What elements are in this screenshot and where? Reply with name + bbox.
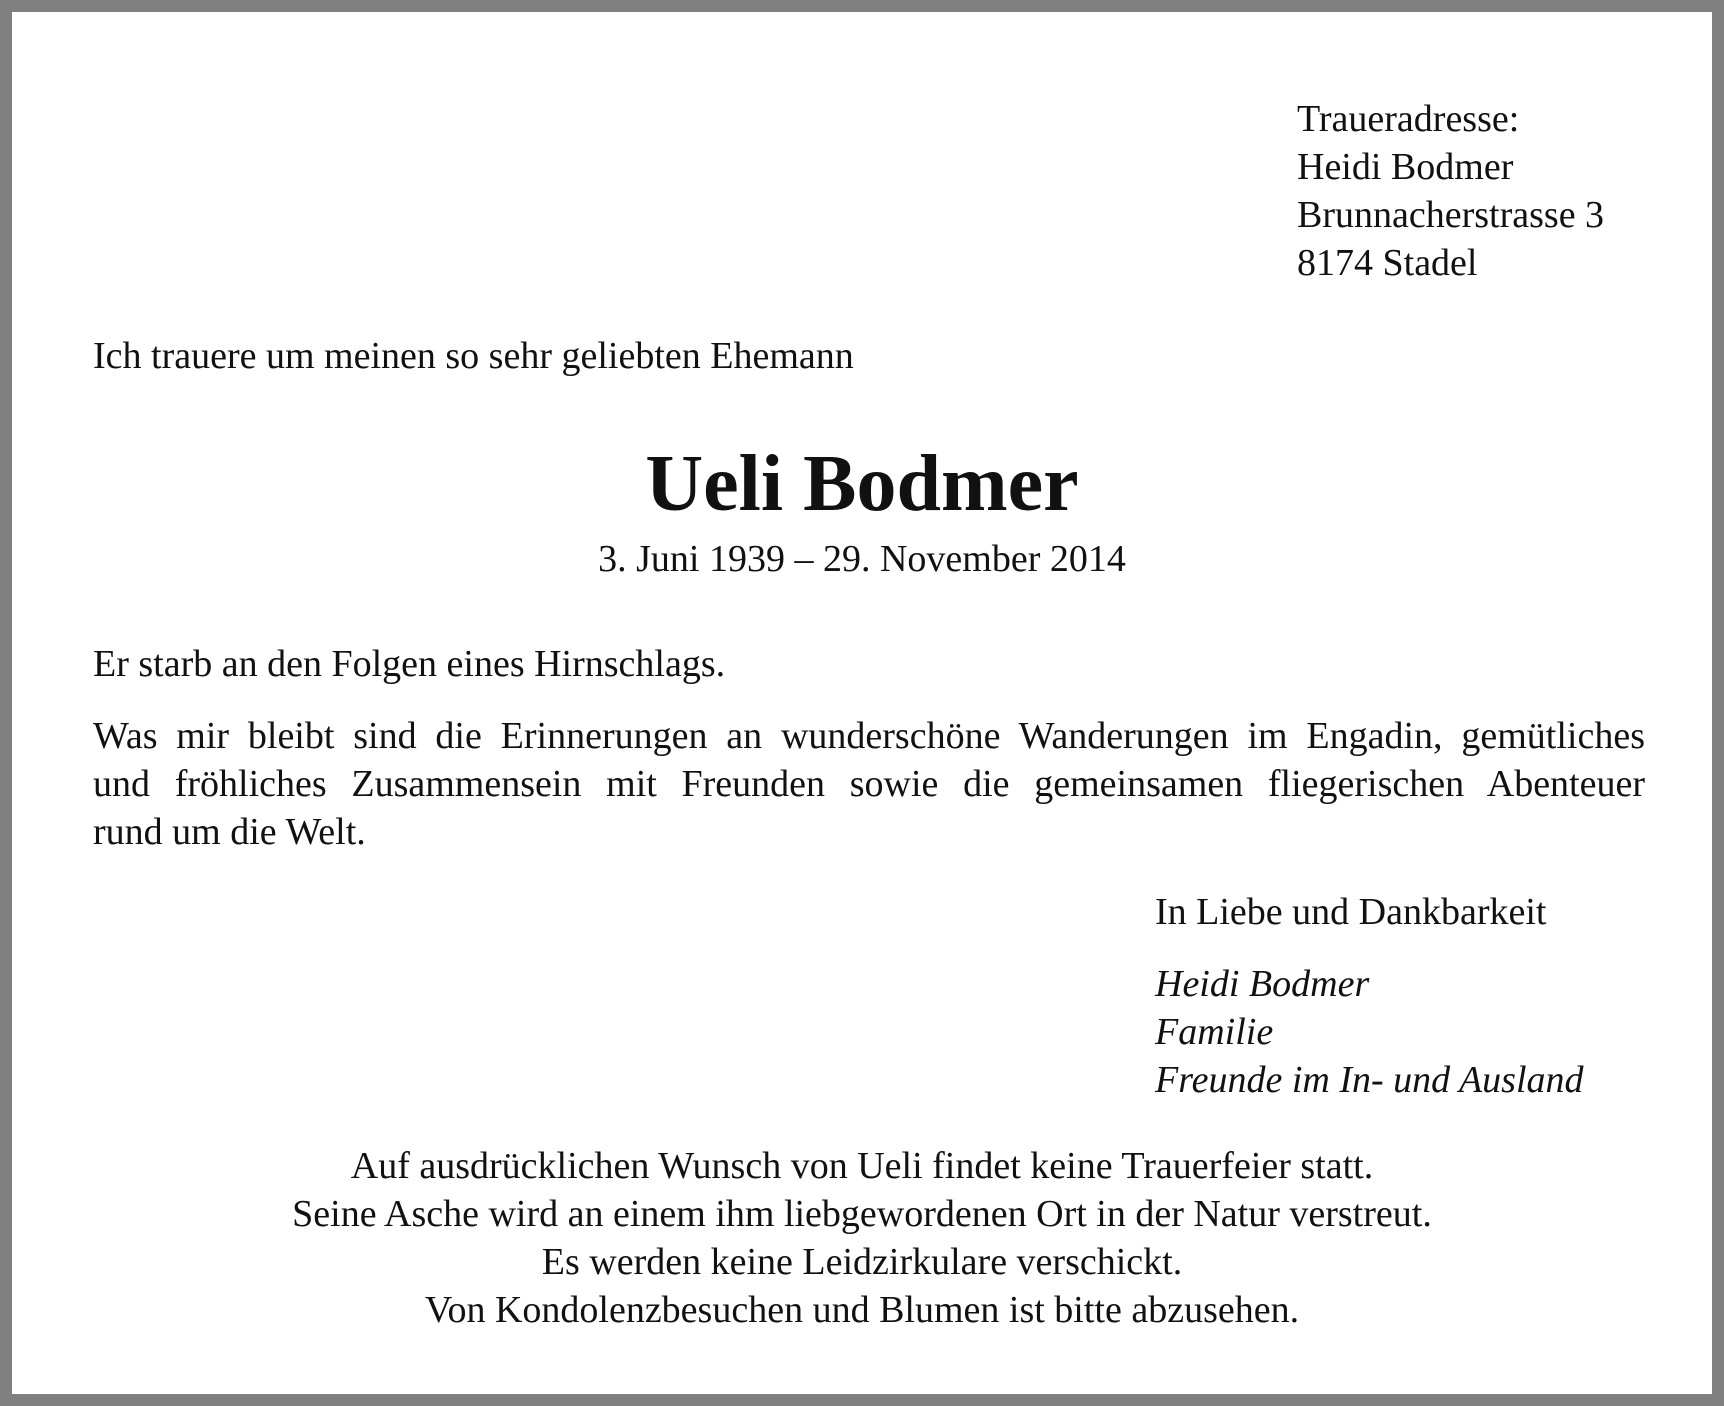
life-dates: 3. Juni 1939 – 29. November 2014 (598, 538, 1126, 580)
closing-phrase: In Liebe und Dankbarkeit (1155, 891, 1547, 933)
memories-line: und fröhliches Zusammensein mit Freunden sowie die gemeinsamen fliegerischen Abenteuer (93, 763, 1645, 805)
signer: Freunde im In- und Ausland (1155, 1059, 1584, 1101)
memories-line: rund um die Welt. (93, 811, 366, 853)
note-line: Seine Asche wird an einem ihm liebgewordenen Ort in der Natur verstreut. (292, 1193, 1432, 1235)
note-line: Von Kondolenzbesuchen und Blumen ist bitte abzusehen. (424, 1289, 1300, 1331)
deceased-name: Ueli Bodmer (645, 440, 1079, 528)
address-city: 8174 Stadel (1297, 242, 1478, 284)
memories-paragraph (93, 712, 1645, 856)
cause-of-death: Er starb an den Folgen eines Hirnschlags. (93, 643, 726, 685)
signers-list (1155, 960, 1584, 1104)
memories-line: Was mir bleibt sind die Erinnerungen an wunderschöne Wanderungen im Engadin, gemütliches (93, 715, 1645, 757)
address-street: Brunnacherstrasse 3 (1297, 194, 1605, 236)
address-heading: Traueradresse: (1297, 98, 1520, 140)
signer: Heidi Bodmer (1155, 963, 1370, 1005)
note-line: Auf ausdrücklichen Wunsch von Ueli findet keine Trauerfeier statt. (350, 1145, 1374, 1187)
address-name: Heidi Bodmer (1297, 146, 1514, 188)
funeral-notes (12, 1142, 1712, 1334)
note-line: Es werden keine Leidzirkulare verschickt. (541, 1241, 1183, 1283)
mourning-address (1297, 95, 1604, 287)
intro-line: Ich trauere um meinen so sehr geliebten Ehemann (93, 335, 854, 377)
signer: Familie (1155, 1011, 1274, 1053)
